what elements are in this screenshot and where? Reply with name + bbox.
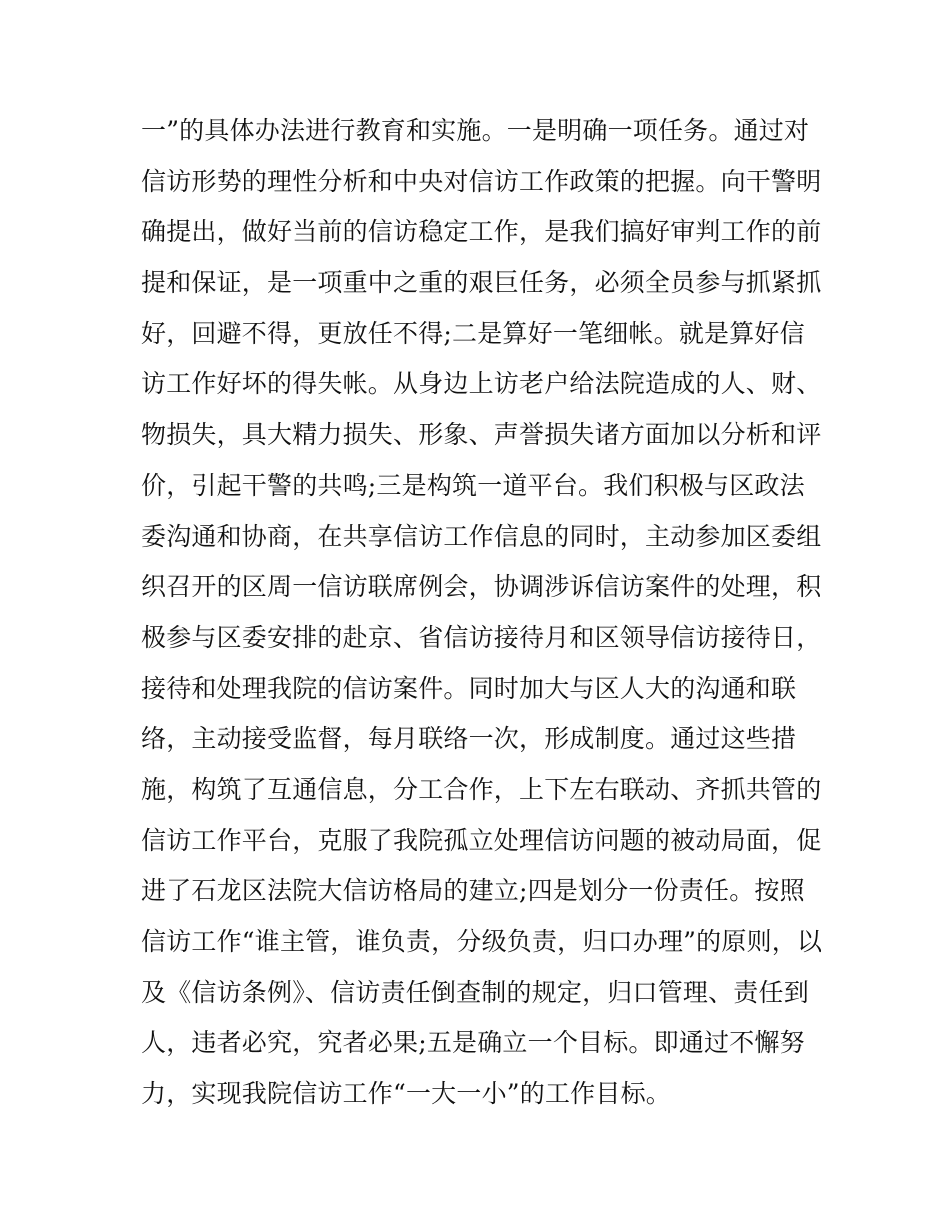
text-line: 确提出，做好当前的信访稳定工作，是我们搞好审判工作的前 — [141, 217, 822, 247]
text-line: 物损失，具大精力损失、形象、声誉损失诸方面加以分析和评 — [141, 420, 822, 450]
text-line: 访工作好坏的得失帐。从身边上访老户给法院造成的人、财、 — [141, 369, 822, 399]
text-line: 好，回避不得，更放任不得;二是算好一笔细帐。就是算好信 — [141, 318, 805, 348]
text-line: 提和保证，是一项重中之重的艰巨任务，必须全员参与抓紧抓 — [141, 268, 822, 298]
text-line: 人，违者必究，究者必果;五是确立一个目标。即通过不懈努 — [141, 1028, 805, 1058]
text-line: 信访工作平台，克服了我院孤立处理信访问题的被动局面，促 — [141, 825, 822, 855]
text-line: 施，构筑了互通信息，分工合作，上下左右联动、齐抓共管的 — [141, 774, 822, 804]
text-line: 进了石龙区法院大信访格局的建立;四是划分一份责任。按照 — [141, 876, 805, 906]
body-text — [141, 106, 821, 1120]
text-line: 信访工作“谁主管，谁负责，分级负责，归口办理”的原则，以 — [141, 927, 823, 956]
text-line: 及《信访条例》、信访责任倒查制的规定，归口管理、责任到 — [141, 977, 809, 1007]
text-line: 络，主动接受监督，每月联络一次，形成制度。通过这些措 — [141, 724, 797, 754]
text-line: 委沟通和协商，在共享信访工作信息的同时，主动参加区委组 — [141, 521, 822, 551]
text-line: 信访形势的理性分析和中央对信访工作政策的把握。向干警明 — [141, 166, 822, 196]
text-line: 接待和处理我院的信访案件。同时加大与区人大的沟通和联 — [141, 673, 797, 703]
text-line: 织召开的区周一信访联席例会，协调涉诉信访案件的处理，积 — [141, 572, 822, 602]
text-line: 力，实现我院信访工作“一大一小”的工作目标。 — [141, 1079, 671, 1109]
text-line: 价，引起干警的共鸣;三是构筑一道平台。我们积极与区政法 — [141, 470, 805, 500]
text-line: 一”的具体办法进行教育和实施。一是明确一项任务。通过对 — [141, 116, 810, 145]
text-line: 极参与区委安排的赴京、省信访接待月和区领导信访接待日， — [141, 622, 822, 652]
